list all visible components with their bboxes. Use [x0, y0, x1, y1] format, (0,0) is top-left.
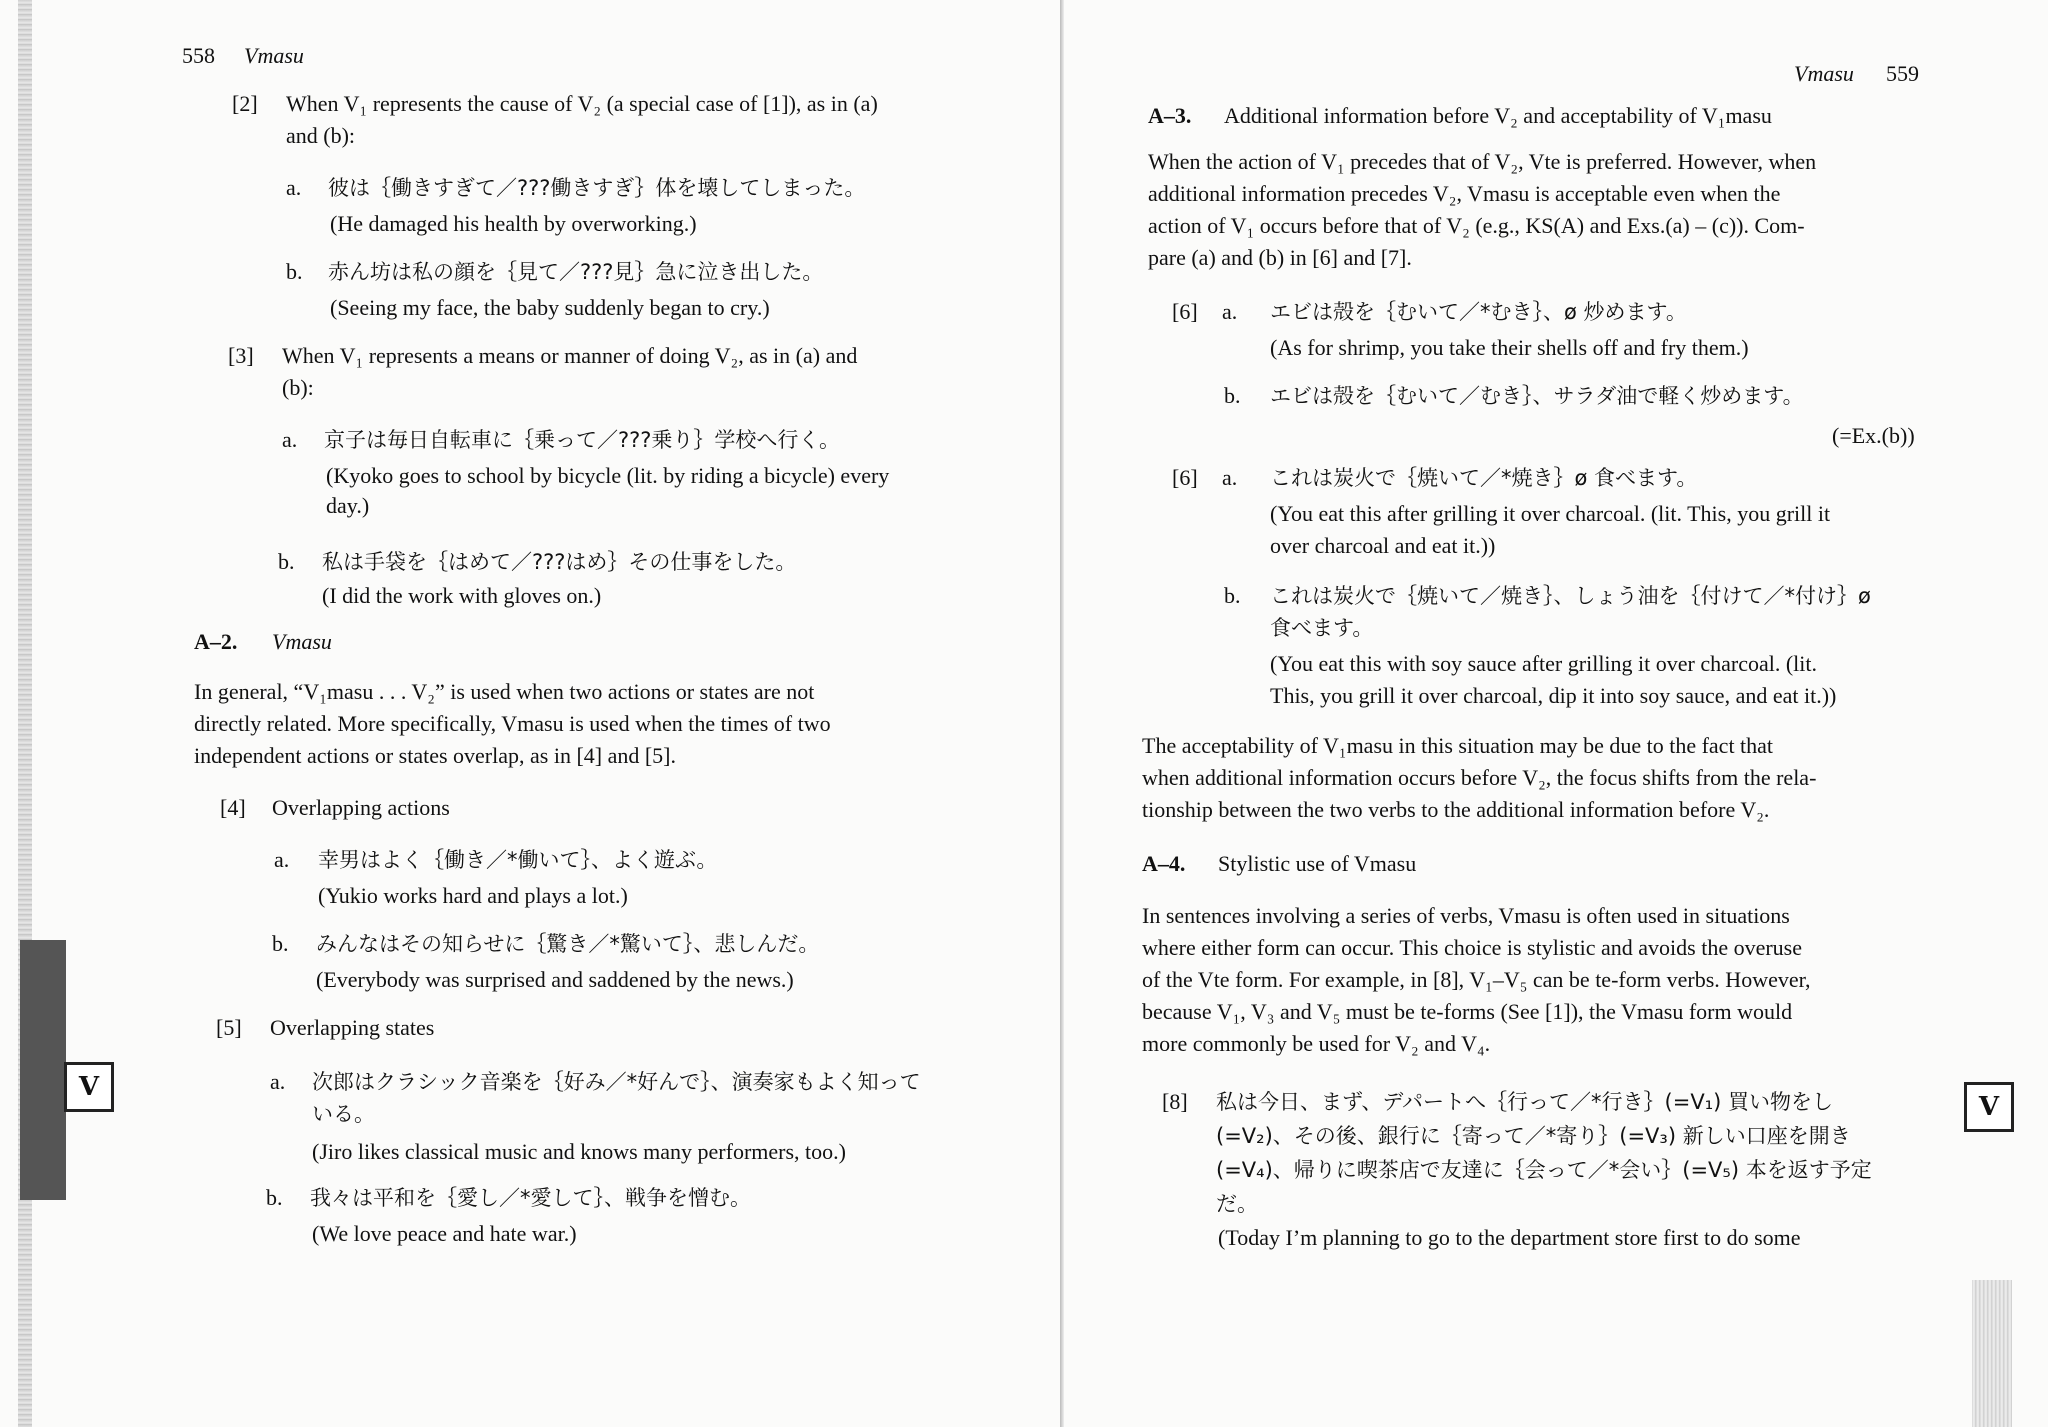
para-accept-line2: when additional information occurs before V₂, the focus shifts from the rela-: [1142, 765, 1817, 790]
ex-7a-en2: over charcoal and eat it.)): [1270, 533, 1496, 558]
para-a3-line1: When the action of V₁ precedes that of V₂, Vte is preferred. However, when: [1148, 149, 1817, 174]
para-a4-line4: because V₁, V₃ and V₅ must be te-forms (See [1]), the Vmasu form would: [1142, 999, 1793, 1024]
ex-5a-mark: a.: [270, 1069, 286, 1094]
para-a4-line1: In sentences involving a series of verbs, Vmasu is often used in situations: [1142, 903, 1790, 928]
ex-4a-jp: 幸男はよく｛働き／*働いて｝、よく遊ぶ。: [318, 848, 718, 872]
item-4-title: Overlapping actions: [272, 795, 450, 820]
para-accept-line1: The acceptability of V₁masu in this situation may be due to the fact that: [1142, 733, 1774, 758]
ex-7a-mark: a.: [1222, 465, 1238, 490]
ex-2a-mark: a.: [286, 175, 302, 200]
section-a2-label: A–2.: [194, 629, 238, 654]
ex-4a-mark: a.: [274, 847, 290, 872]
para-a2-line2: directly related. More specifically, Vmasu is used when the times of two: [194, 711, 831, 736]
ex-7a-jp: これは炭火で｛焼いて／*焼き｝ø 食べます。: [1270, 466, 1698, 490]
ex-5b-mark: b.: [266, 1185, 283, 1210]
ex-8-num: [8]: [1162, 1089, 1188, 1114]
ex-5a-jp: 次郎はクラシック音楽を｛好み／*好んで｝、演奏家もよく知って: [312, 1070, 921, 1094]
ex-7b-jp: これは炭火で｛焼いて／焼き｝、しょう油を｛付けて／*付け｝ø: [1270, 584, 1871, 608]
page-edge-right: [1972, 1280, 2012, 1427]
ex-5b-en: (We love peace and hate war.): [312, 1221, 577, 1246]
ex-5b-jp: 我々は平和を｛愛し／*愛して｝、戦争を憎む。: [310, 1186, 751, 1210]
ex-2a-jp: 彼は｛働きすぎて／???働きすぎ｝体を壊してしまった。: [328, 176, 866, 200]
ex-6a-mark: a.: [1222, 299, 1238, 324]
ex-8-jp3: (=V₄)、帰りに喫茶店で友達に｛会って／*会い｝(=V₅) 本を返す予定: [1216, 1158, 1872, 1182]
para-a4-line5: more commonly be used for V₂ and V₄.: [1142, 1031, 1491, 1056]
left-page-number: 558: [182, 43, 215, 68]
ex-8-jp1: 私は今日、まず、デパートへ｛行って／*行き｝(=V₁) 買い物をし: [1216, 1090, 1833, 1114]
ex-6b-mark: b.: [1224, 383, 1241, 408]
ex-4b-jp: みんなはその知らせに｛驚き／*驚いて｝、悲しんだ。: [316, 932, 820, 956]
item-5-title: Overlapping states: [270, 1015, 435, 1040]
ex-7b-en: (You eat this with soy sauce after grilling it over charcoal. (lit.: [1270, 651, 1818, 676]
ex-7b-en2: This, you grill it over charcoal, dip it into soy sauce, and eat it.)): [1270, 683, 1837, 708]
ex-6a-num: [6]: [1172, 299, 1198, 324]
ex-2b-mark: b.: [286, 259, 303, 284]
ex-4b-en: (Everybody was surprised and saddened by the news.): [316, 967, 794, 992]
right-page: [1064, 0, 2048, 1427]
item-2-text2: and (b):: [286, 123, 356, 148]
para-accept-line3: tionship between the two verbs to the additional information before V₂.: [1142, 797, 1770, 822]
ex-4b-mark: b.: [272, 931, 289, 956]
ex-7b-mark: b.: [1224, 583, 1241, 608]
section-a3-title: Additional information before V₂ and acceptability of V₁masu: [1224, 103, 1772, 128]
para-a3-line3: action of V₁ occurs before that of V₂ (e.g., KS(A) and Exs.(a) – (c)). Com-: [1148, 213, 1805, 238]
item-2-text: When V₁ represents the cause of V₂ (a special case of [1]), as in (a): [286, 91, 878, 116]
ex-7a-num: [6]: [1172, 465, 1198, 490]
ex-2b-jp: 赤ん坊は私の顔を｛見て／???見｝急に泣き出した。: [328, 260, 824, 284]
item-3-text: When V₁ represents a means or manner of doing V₂, as in (a) and: [282, 343, 858, 368]
section-a4-label: A–4.: [1142, 851, 1186, 876]
para-a4-line2: where either form can occur. This choice is stylistic and avoids the overuse: [1142, 935, 1802, 960]
ex-7b-jp2: 食べます。: [1270, 616, 1374, 640]
ex-4a-en: (Yukio works hard and plays a lot.): [318, 883, 628, 908]
ex-8-en: (Today I’m planning to go to the department store first to do some: [1218, 1225, 1801, 1250]
ex-2a-en: (He damaged his health by overworking.): [330, 211, 697, 236]
item-2-num: [2]: [232, 91, 258, 116]
thumb-tab-left: V: [64, 1062, 114, 1112]
ex-5a-jp2: いる。: [312, 1102, 375, 1126]
para-a3-line4: pare (a) and (b) in [6] and [7].: [1148, 245, 1412, 270]
ex-6a-en: (As for shrimp, you take their shells off and fry them.): [1270, 335, 1749, 360]
para-a3-line2: additional information precedes V₂, Vmasu is acceptable even when the: [1148, 181, 1781, 206]
section-a4-title: Stylistic use of Vmasu: [1218, 851, 1417, 876]
para-a2-line1: In general, “V₁masu . . . V₂” is used when two actions or states are not: [194, 679, 815, 704]
right-running-head: Vmasu: [1794, 61, 1854, 86]
item-4-num: [4]: [220, 795, 246, 820]
ex-3b-en: (I did the work with gloves on.): [322, 583, 602, 608]
ex-8-jp2: (=V₂)、その後、銀行に｛寄って／*寄り｝(=V₃) 新しい口座を開き: [1216, 1124, 1851, 1148]
item-3-num: [3]: [228, 343, 254, 368]
item-5-num: [5]: [216, 1015, 242, 1040]
right-page-number: 559: [1886, 61, 1919, 86]
ex-3a-en2: day.): [326, 493, 370, 518]
thumb-tab-right: V: [1964, 1082, 2014, 1132]
spine-shadow: [20, 940, 66, 1200]
section-a2-title: Vmasu: [272, 629, 332, 654]
ex-3a-jp: 京子は毎日自転車に｛乗って／???乗り｝学校へ行く。: [324, 428, 841, 452]
ex-7a-en: (You eat this after grilling it over charcoal. (lit. This, you grill it: [1270, 501, 1831, 526]
ex-8-jp4: だ。: [1216, 1192, 1258, 1216]
item-3-text2: (b):: [282, 375, 314, 400]
para-a4-line3: of the Vte form. For example, in [8], V₁–V₅ can be te-form verbs. However,: [1142, 967, 1811, 992]
ex-6b-ref: (=Ex.(b)): [1832, 423, 1915, 448]
left-running-head: Vmasu: [244, 43, 304, 68]
section-a3-label: A–3.: [1148, 103, 1192, 128]
page-edge-left: [18, 0, 32, 1427]
ex-6a-jp: エビは殻を｛むいて／*むき｝、ø 炒めます。: [1270, 300, 1687, 324]
ex-2b-en: (Seeing my face, the baby suddenly began to cry.): [330, 295, 770, 320]
ex-3a-en: (Kyoko goes to school by bicycle (lit. by riding a bicycle) every: [326, 463, 890, 488]
para-a2-line3: independent actions or states overlap, as in [4] and [5].: [194, 743, 677, 768]
ex-3a-mark: a.: [282, 427, 298, 452]
ex-3b-mark: b.: [278, 549, 295, 574]
ex-6b-jp: エビは殻を｛むいて／むき｝、サラダ油で軽く炒めます。: [1270, 384, 1804, 408]
ex-5a-en: (Jiro likes classical music and knows many performers, too.): [312, 1139, 846, 1164]
ex-3b-jp: 私は手袋を｛はめて／???はめ｝その仕事をした。: [322, 550, 797, 574]
